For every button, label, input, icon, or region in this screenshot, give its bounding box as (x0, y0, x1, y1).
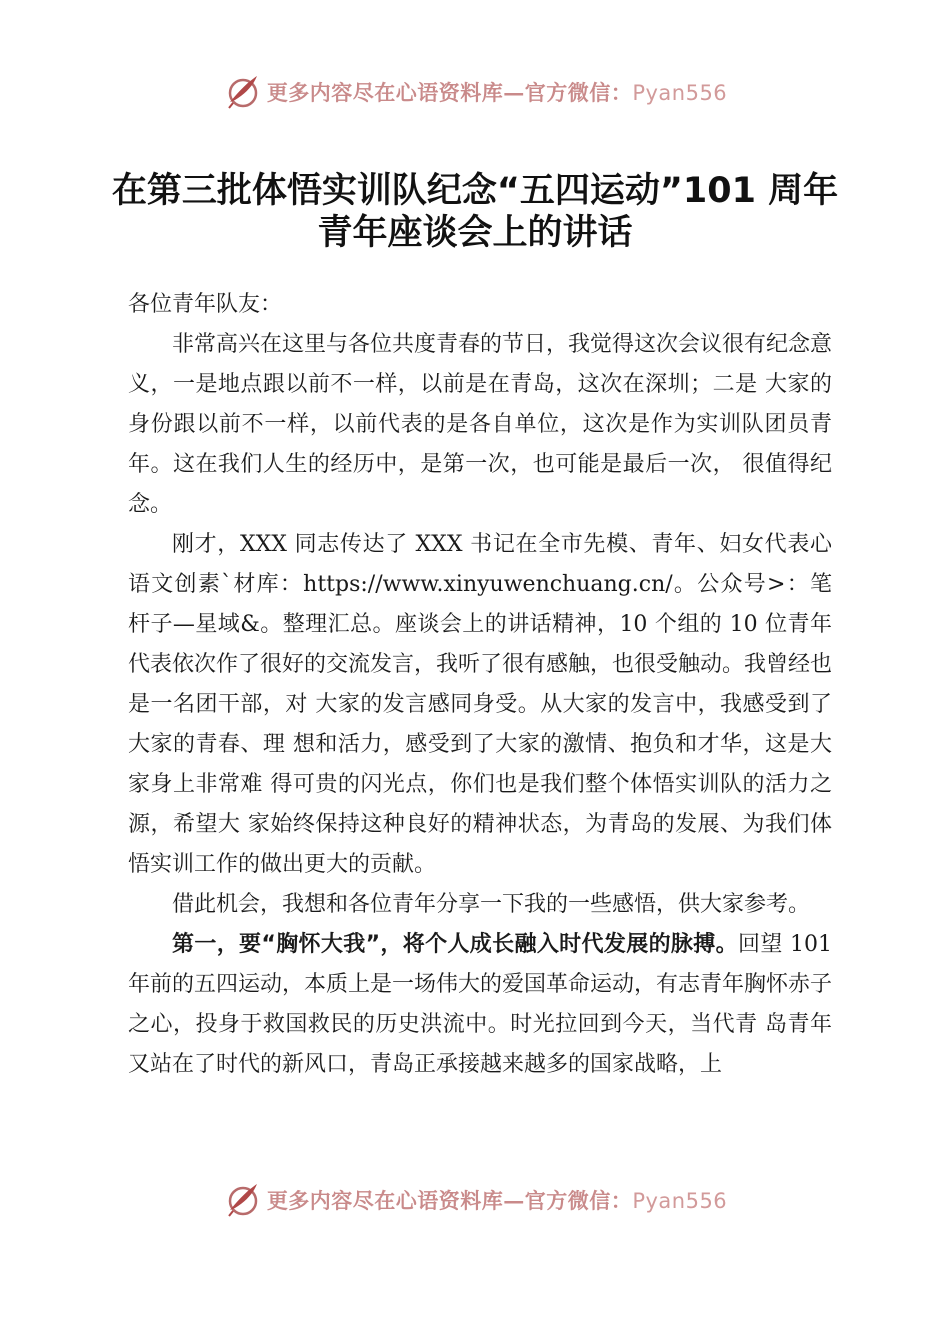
paragraph: 借此机会，我想和各位青年分享一下我的一些感悟，供大家参考。 (172, 892, 811, 917)
salutation: 各位青年队友： (128, 292, 283, 317)
header-banner (0, 70, 950, 114)
footer-banner (0, 1178, 950, 1222)
quill-pen-logo-icon (223, 1180, 263, 1220)
document-body (128, 285, 832, 1085)
banner-text (267, 1185, 727, 1215)
point-one-text: 回望 101 年前的五四运动，本质上是一场伟大的爱国革命运动，有志青年胸怀赤子之心，投身于救国救民的历史洪流中。时光拉回到今天，当代青 岛青年又站在了时代的新风口，青岛正承接越来越多的国家战略，上 (128, 932, 833, 1077)
quill-pen-logo-icon (223, 72, 263, 112)
banner-wechat-id: Pyan556 (632, 1189, 728, 1213)
banner-text (267, 77, 727, 107)
point-one-heading: 第一，要“胸怀大我”，将个人成长融入时代发展的脉搏。 (172, 932, 738, 957)
document-title: 在第三批体悟实训队纪念“五四运动”101 周年青年座谈会上的讲话 (111, 171, 839, 253)
point-one-paragraph (128, 925, 832, 1085)
paragraph: 刚才，XXX 同志传达了 XXX 书记在全市先模、青年、妇女代表心语文创素`材库：https://www.xinyuwenchuang.cn/。公众号>：笔杆子—星域&。整理汇总。座谈会上的讲话精神，10 个组的 10 位青年代表依次作了很好的交流发言，我听了很有感触，也很受触动。我曾经也是一名团干部，对 大家的发言感同身受。从大家的发言中，我感受到了大家的青春、理 想和活力，感受到了大家的激情、抱负和才华，这是大家身上非常难 得可贵的闪光点，你们也是我们整个体悟实训队的活力之源，希望大 家始终保持这种良好的精神状态，为青岛的发展、为我们体悟实训工作的做出更大的贡献。 (128, 532, 833, 877)
banner-slogan: 更多内容尽在心语资料库—官方微信： (266, 1188, 633, 1213)
paragraph: 非常高兴在这里与各位共度青春的节日，我觉得这次会议很有纪念意义，一是地点跟以前不一样，以前是在青岛，这次在深圳；二是 大家的身份跟以前不一样，以前代表的是各自单位，这次是作为实训队团员青年。这在我们人生的经历中，是第一次，也可能是最后一次， 很值得纪念。 (128, 332, 833, 517)
banner-slogan: 更多内容尽在心语资料库—官方微信： (266, 80, 633, 105)
banner-wechat-id: Pyan556 (632, 81, 728, 105)
